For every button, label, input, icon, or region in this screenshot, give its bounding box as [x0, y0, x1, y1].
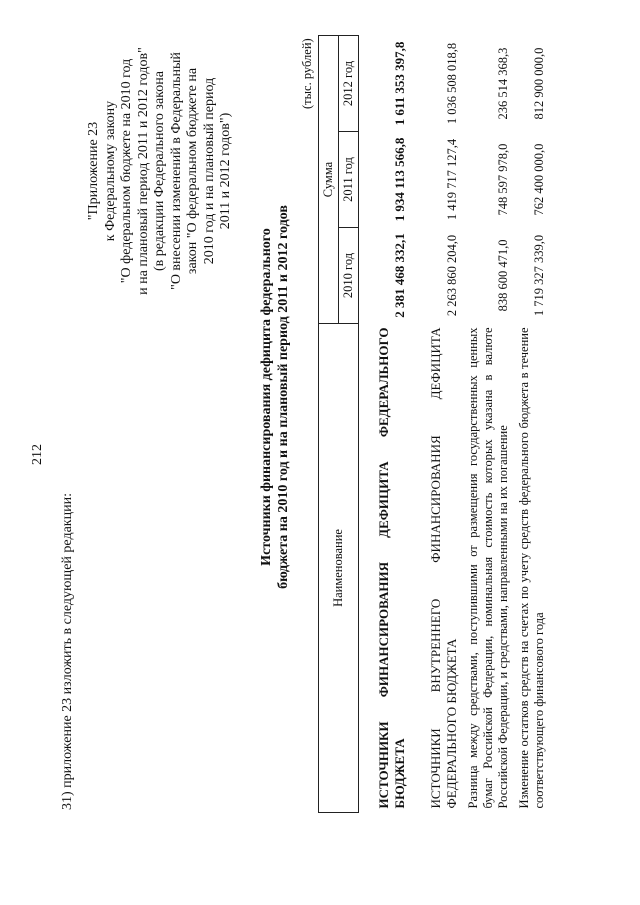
- row-name: ИСТОЧНИКИ ФИНАНСИРОВАНИЯ ДЕФИЦИТА ФЕДЕРАЛЬНОГО БЮДЖЕТА: [375, 327, 407, 809]
- header-year-2012: 2012 год: [339, 36, 359, 132]
- table-row: [411, 36, 463, 813]
- row-value-2011: 748 597 978,0: [495, 143, 510, 216]
- row-value-2011: 1 934 113 566,8: [391, 137, 407, 222]
- row-value-2011: 762 400 000,0: [531, 143, 546, 216]
- row-value-2012: 236 514 368,3: [495, 47, 510, 120]
- appendix-line: 2010 год и на плановый период: [201, 77, 217, 265]
- row-value-2012: 1 611 353 397,8: [391, 41, 407, 126]
- row-name: Изменение остатков средств на счетах по учету средств федерального бюджета в течение соответствующего финансового года: [516, 327, 546, 809]
- title-line: бюджета на 2010 год и на плановый период 2011 и 2012 годов: [276, 205, 291, 589]
- header-sum: Сумма: [319, 36, 339, 324]
- row-name: ИСТОЧНИКИ ВНУТРЕННЕГО ФИНАНСИРОВАНИЯ ДЕФИЦИТА ФЕДЕРАЛЬНОГО БЮДЖЕТА: [427, 327, 459, 809]
- row-value-2012: 1 036 508 018,8: [444, 42, 459, 125]
- row-value-2011: 1 419 717 127,4: [444, 138, 459, 221]
- row-value-2010: 2 263 860 204,0: [444, 234, 459, 317]
- row-value-2012: 812 900 000,0: [531, 47, 546, 120]
- header-year-2011: 2011 год: [339, 132, 359, 228]
- units-label: (тыс. рублей): [300, 38, 314, 109]
- header-name: Наименование: [319, 323, 359, 812]
- appendix-heading: [86, 37, 235, 305]
- appendix-line: закон "О федеральном бюджете на: [185, 67, 200, 275]
- row-value-2010: 1 719 327 339,0: [531, 234, 546, 317]
- title-line: Источники финансирования дефицита федерального: [259, 228, 274, 566]
- appendix-line: к Федеральному закону: [102, 100, 118, 242]
- appendix-line: "О внесении изменений в Федеральный: [168, 52, 184, 290]
- row-value-2010: 838 600 471,0: [495, 239, 510, 312]
- intro-text: 31) приложение 23 изложить в следующей редакции:: [60, 493, 75, 810]
- page-number: 212: [30, 444, 45, 465]
- table-row: [463, 36, 514, 813]
- row-name: Разница между средствами, поступившими от размещения государственных ценных бумаг Российской Федерации, номинальная стоимость которых указана в валюте Российской Федерации, и средствами, направленными на их погашение: [465, 327, 510, 809]
- table-row: [514, 36, 550, 813]
- row-value-2010: 2 381 468 332,1: [391, 233, 407, 318]
- appendix-line: 2011 и 2012 годов"): [218, 112, 233, 230]
- table-row: [359, 36, 411, 813]
- table-title: [258, 147, 292, 647]
- appendix-line: и на плановый период 2011 и 2012 годов": [135, 47, 151, 295]
- appendix-line: (в редакции Федерального закона: [152, 71, 167, 271]
- header-year-2010: 2010 год: [339, 227, 359, 323]
- financing-table: [318, 35, 550, 813]
- appendix-line: "О федеральном бюджете на 2010 год: [119, 58, 134, 284]
- appendix-line: "Приложение 23: [86, 121, 101, 221]
